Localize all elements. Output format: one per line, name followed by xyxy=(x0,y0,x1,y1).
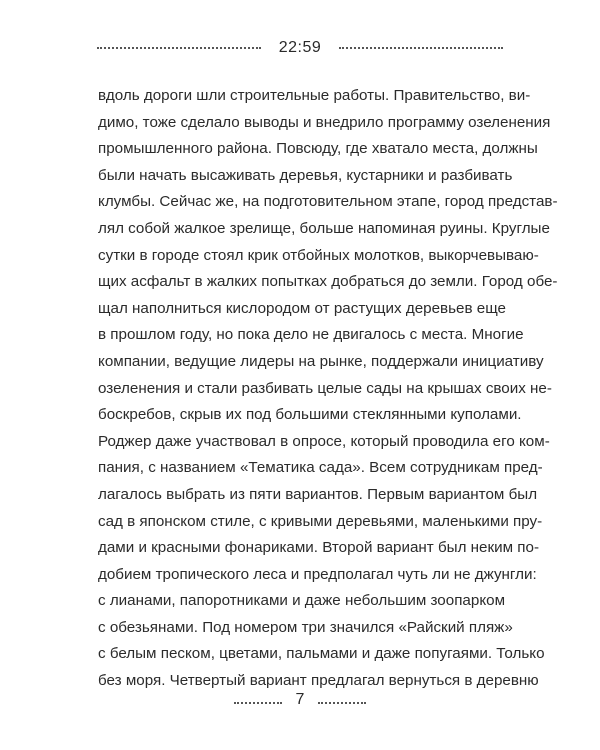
text-line: в прошлом году, но пока дело не двигалось с места. Многие xyxy=(98,326,524,344)
text-line: компании, ведущие лидеры на рынке, поддержали инициативу xyxy=(98,352,544,370)
footer-dots-left xyxy=(234,702,282,704)
text-line: с белым песком, цветами, пальмами и даже попугаями. Только xyxy=(98,645,545,663)
text-line: были начать высаживать деревья, кустарники и разбивать xyxy=(98,166,513,184)
header-dots-left xyxy=(97,47,261,49)
text-line: дами и красными фонариками. Второй вариант был неким по- xyxy=(98,539,540,557)
text-line: промышленного района. Повсюду, где хватало места, должны xyxy=(98,140,538,158)
text-line: щих асфальт в жалких попытках добраться до земли. Город обе- xyxy=(98,273,558,291)
text-line: сутки в городе стоял крик отбойных молотков, выкорчевываю- xyxy=(98,246,539,264)
chapter-title: 22:59 xyxy=(278,39,322,56)
footer-dots-right xyxy=(318,702,366,704)
text-line: с лианами, папоротниками и даже небольшим зоопарком xyxy=(98,592,506,610)
page-footer xyxy=(0,690,600,710)
text-line: с обезьянами. Под номером три значился «Райский пляж» xyxy=(98,618,513,636)
body-paragraph xyxy=(98,83,558,695)
text-line: Роджер даже участвовал в опросе, который проводила его ком- xyxy=(98,432,550,450)
text-line: клумбы. Сейчас же, на подготовительном этапе, город представ- xyxy=(98,193,558,211)
text-line: боскребов, скрыв их под большими стеклянными куполами. xyxy=(98,406,522,424)
text-line: лагалось выбрать из пяти вариантов. Первым вариантом был xyxy=(98,485,538,503)
text-line: лял собой жалкое зрелище, больше напоминая руины. Круглые xyxy=(98,219,550,237)
text-line: димо, тоже сделало выводы и внедрило программу озеленения xyxy=(98,113,551,131)
page-number: 7 xyxy=(295,691,305,708)
text-line: без моря. Четвертый вариант предлагал вернуться в деревню xyxy=(98,672,539,690)
text-line: вдоль дороги шли строительные работы. Правительство, ви- xyxy=(98,87,531,104)
text-line: озеленения и стали разбивать целые сады на крышах своих не- xyxy=(98,379,552,397)
page-header xyxy=(97,38,503,58)
text-line: добием тропического леса и предполагал чуть ли не джунгли: xyxy=(98,565,537,583)
text-line: щал наполниться кислородом от растущих деревьев еще xyxy=(98,299,506,317)
header-dots-right xyxy=(339,47,503,49)
text-line: пания, с названием «Тематика сада». Всем сотрудникам пред- xyxy=(98,459,543,477)
text-line: сад в японском стиле, с кривыми деревьями, маленькими пру- xyxy=(98,512,543,530)
